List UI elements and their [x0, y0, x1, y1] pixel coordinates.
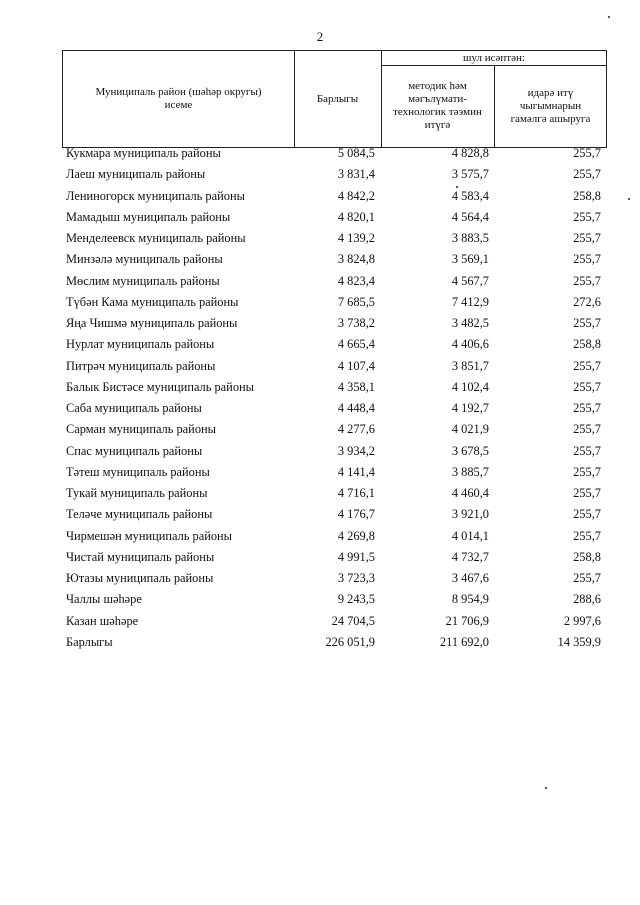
row-total: 4 139,2 — [337, 231, 375, 245]
header-including: шул исәптән: — [463, 51, 525, 64]
table-row — [62, 483, 607, 504]
row-name: Питрәч муниципаль районы — [66, 358, 216, 373]
row-method: 3 851,7 — [451, 358, 489, 373]
row-method: 21 706,9 — [445, 613, 489, 628]
row-name: Менделеевск муниципаль районы — [66, 231, 246, 245]
row-admin: 255,7 — [573, 146, 601, 160]
row-name: Ютазы муниципаль районы — [66, 571, 214, 585]
row-total: 24 704,5 — [331, 613, 375, 628]
row-admin: 255,7 — [573, 358, 601, 373]
row-admin: 255,7 — [573, 252, 601, 267]
row-admin: 14 359,9 — [557, 634, 601, 649]
row-name: Мамадыш муниципаль районы — [66, 209, 231, 224]
table-row — [62, 526, 607, 547]
row-name: Чаллы шәһәре — [66, 592, 142, 607]
row-total: 4 176,7 — [337, 507, 375, 522]
row-total: 4 823,4 — [337, 273, 375, 288]
row-method: 3 467,6 — [451, 571, 489, 585]
row-total: 4 141,4 — [337, 464, 375, 479]
table-row — [62, 228, 607, 249]
header-name-column: Муниципаль район (шәһәр округы) исеме — [95, 86, 262, 111]
row-method: 4 021,9 — [451, 422, 489, 437]
row-admin: 255,7 — [573, 464, 601, 479]
row-total: 4 665,4 — [337, 337, 375, 352]
row-name: Яңа Чишмә муниципаль районы — [66, 316, 238, 330]
row-method: 3 482,5 — [451, 316, 489, 330]
row-total: 5 084,5 — [337, 146, 375, 160]
table-row — [62, 462, 607, 483]
row-admin: 255,7 — [573, 167, 601, 182]
row-method: 4 732,7 — [451, 549, 489, 564]
row-admin: 258,8 — [573, 549, 601, 564]
row-name: Саба муниципаль районы — [66, 401, 202, 415]
table-row — [62, 271, 607, 292]
row-method: 4 102,4 — [451, 379, 489, 394]
row-name: Нурлат муниципаль районы — [66, 337, 215, 352]
row-name: Казан шәһәре — [66, 613, 139, 628]
row-method: 4 564,4 — [451, 209, 489, 224]
row-name: Минзәлә муниципаль районы — [66, 252, 223, 267]
row-method: 3 575,7 — [451, 167, 489, 182]
scan-speck — [608, 16, 610, 18]
table-row — [62, 292, 607, 313]
row-method: 4 014,1 — [451, 528, 489, 543]
row-method: 4 406,6 — [451, 337, 489, 352]
row-method: 3 921,0 — [451, 507, 489, 522]
table-row — [62, 249, 607, 270]
table-row — [62, 441, 607, 462]
scan-speck — [545, 787, 547, 789]
row-total: 4 277,6 — [337, 422, 375, 437]
table-row — [62, 398, 607, 419]
table-row — [62, 143, 607, 164]
row-method: 3 569,1 — [451, 252, 489, 267]
row-method: 7 412,9 — [451, 294, 489, 309]
row-method: 4 583,4 — [451, 188, 489, 203]
table-row — [62, 547, 607, 568]
table-row — [62, 419, 607, 440]
row-total: 4 269,8 — [337, 528, 375, 543]
row-admin: 255,7 — [573, 231, 601, 245]
row-method: 3 883,5 — [451, 231, 489, 245]
row-name: Тукай муниципаль районы — [66, 486, 208, 500]
row-admin: 255,7 — [573, 209, 601, 224]
row-admin: 255,7 — [573, 443, 601, 458]
row-admin: 255,7 — [573, 507, 601, 522]
header-admin-column: идарә итү чыгымнарын гамәлгә ашыруга — [510, 86, 591, 125]
row-admin: 2 997,6 — [563, 613, 601, 628]
row-method: 4 460,4 — [451, 486, 489, 500]
row-admin: 288,6 — [573, 592, 601, 607]
table-row — [62, 589, 607, 610]
table-row — [62, 334, 607, 355]
row-method: 8 954,9 — [451, 592, 489, 607]
row-name: Чистай муниципаль районы — [66, 549, 215, 564]
table-row — [62, 356, 607, 377]
page-number: 2 — [316, 29, 324, 44]
table-row — [62, 186, 607, 207]
row-total: 4 448,4 — [337, 401, 375, 415]
row-total: 3 723,3 — [337, 571, 375, 585]
table-row — [62, 164, 607, 185]
row-name: Сарман муниципаль районы — [66, 422, 216, 437]
row-total: 4 107,4 — [337, 358, 375, 373]
row-admin: 258,8 — [573, 337, 601, 352]
row-method: 4 567,7 — [451, 273, 489, 288]
row-name: Мөслим муниципаль районы — [66, 273, 220, 288]
row-total: 226 051,9 — [325, 634, 375, 649]
row-name: Спас муниципаль районы — [66, 443, 203, 458]
row-total: 3 934,2 — [337, 443, 375, 458]
row-name: Кукмара муниципаль районы — [66, 146, 221, 160]
table-row — [62, 504, 607, 525]
header-method-column: методик һәм мәгълүмати-технологик тәэмин итүгә — [393, 80, 482, 131]
row-total: 3 824,8 — [337, 252, 375, 267]
table-row — [62, 568, 607, 589]
row-name: Түбән Кама муниципаль районы — [66, 294, 239, 309]
row-admin: 255,7 — [573, 379, 601, 394]
row-admin: 255,7 — [573, 528, 601, 543]
row-admin: 255,7 — [573, 273, 601, 288]
row-admin: 272,6 — [573, 294, 601, 309]
header-total-column: Барлыгы — [316, 92, 359, 105]
row-name: Балык Бистәсе муниципаль районы — [66, 379, 254, 394]
row-method: 211 692,0 — [439, 634, 489, 649]
table-row — [62, 377, 607, 398]
row-admin: 258,8 — [573, 188, 601, 203]
row-total: 4 820,1 — [337, 209, 375, 224]
row-total: 3 738,2 — [337, 316, 375, 330]
scan-speck — [456, 186, 458, 188]
row-total: 4 358,1 — [337, 379, 375, 394]
table-row — [62, 632, 607, 653]
row-total: 3 831,4 — [337, 167, 375, 182]
row-name: Теләче муниципаль районы — [66, 507, 213, 522]
row-admin: 255,7 — [573, 486, 601, 500]
row-admin: 255,7 — [573, 401, 601, 415]
row-name: Лениногорск муниципаль районы — [66, 188, 245, 203]
table-row — [62, 313, 607, 334]
row-admin: 255,7 — [573, 422, 601, 437]
table-row — [62, 611, 607, 632]
row-method: 4 192,7 — [451, 401, 489, 415]
row-total: 4 716,1 — [337, 486, 375, 500]
row-admin: 255,7 — [573, 571, 601, 585]
row-method: 3 885,7 — [451, 464, 489, 479]
row-name: Барлыгы — [66, 634, 113, 649]
row-total: 7 685,5 — [337, 294, 375, 309]
table-row — [62, 207, 607, 228]
row-total: 4 842,2 — [337, 188, 375, 203]
row-admin: 255,7 — [573, 316, 601, 330]
row-name: Тәтеш муниципаль районы — [66, 464, 210, 479]
row-total: 9 243,5 — [337, 592, 375, 607]
row-method: 3 678,5 — [451, 443, 489, 458]
row-method: 4 828,8 — [451, 146, 489, 160]
table-header — [62, 50, 607, 148]
row-name: Лаеш муниципаль районы — [66, 167, 206, 182]
scan-speck — [628, 198, 630, 200]
row-total: 4 991,5 — [337, 549, 375, 564]
row-name: Чирмешән муниципаль районы — [66, 528, 233, 543]
table-body — [62, 143, 607, 653]
